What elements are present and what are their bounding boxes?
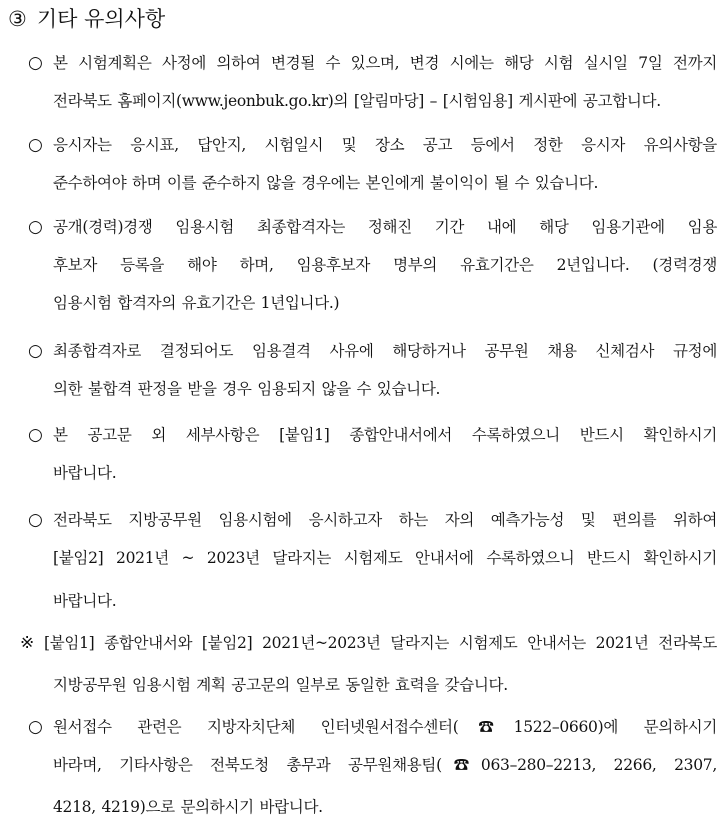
reference-mark-icon: ※: [20, 633, 35, 653]
notice-line: 지방공무원 임용시험 계획 공고문의 일부로 동일한 효력을 갖습니다.: [53, 676, 508, 694]
section-heading: [8, 4, 165, 34]
bullet-circle-icon: ○: [28, 425, 43, 445]
bullet-circle-icon: ○: [28, 217, 43, 237]
notice-line: 전라북도 지방공무원 임용시험에 응시하고자 하는 자의 예측가능성 및 편의를 위하여: [53, 511, 717, 529]
notice-line: 후보자 등록을 해야 하며, 임용후보자 명부의 유효기간은 2년입니다. (경력경쟁: [53, 256, 717, 274]
bullet-circle-icon: ○: [28, 510, 43, 530]
notice-line: 임용시험 합격자의 유효기간은 1년입니다.): [53, 294, 340, 312]
notice-line: 본 공고문 외 세부사항은 [붙임1] 종합안내서에서 수록하였으니 반드시 확인하시기: [53, 426, 717, 444]
bullet-circle-icon: ○: [28, 53, 43, 73]
bullet-circle-icon: ○: [28, 135, 43, 155]
notice-line: 전라북도 홈페이지(www.jeonbuk.go.kr)의 [알림마당] – [시험임용] 게시판에 공고합니다.: [53, 92, 661, 110]
notice-line: 바랍니다.: [53, 592, 117, 610]
section-title: 기타 유의사항: [36, 7, 166, 31]
notice-line: 바라며, 기타사항은 전북도청 총무과 공무원채용팀(☎063–280–2213, 2266, 2307,: [53, 756, 717, 774]
notice-line: 본 시험계획은 사정에 의하여 변경될 수 있으며, 변경 시에는 해당 시험 실시일 7일 전까지: [53, 54, 717, 72]
bullet-circle-icon: ○: [28, 341, 43, 361]
notice-line: 의한 불합격 판정을 받을 경우 임용되지 않을 수 있습니다.: [53, 380, 441, 398]
notice-line: [붙임2] 2021년 ~ 2023년 달라지는 시험제도 안내서에 수록하였으니 반드시 확인하시기: [53, 549, 717, 567]
notice-line: 바랍니다.: [53, 464, 117, 482]
notice-line: 공개(경력)경쟁 임용시험 최종합격자는 정해진 기간 내에 해당 임용기관에 임용: [53, 218, 717, 236]
notice-line: 최종합격자로 결정되어도 임용결격 사유에 해당하거나 공무원 채용 신체검사 규정에: [53, 342, 717, 360]
section-number: ③: [8, 7, 27, 31]
notice-line: 준수하여야 하며 이를 준수하지 않을 경우에는 본인에게 불이익이 될 수 있습니다.: [53, 174, 599, 192]
notice-line: [붙임1] 종합안내서와 [붙임2] 2021년~2023년 달라지는 시험제도 안내서는 2021년 전라북도: [44, 634, 717, 652]
notice-line: 응시자는 응시표, 답안지, 시험일시 및 장소 공고 등에서 정한 응시자 유의사항을: [53, 136, 717, 154]
notice-line: 원서접수 관련은 지방자치단체 인터넷원서접수센터(☎1522–0660)에 문의하시기: [53, 718, 717, 736]
notice-line: 4218, 4219)으로 문의하시기 바랍니다.: [53, 798, 323, 816]
bullet-circle-icon: ○: [28, 717, 43, 737]
